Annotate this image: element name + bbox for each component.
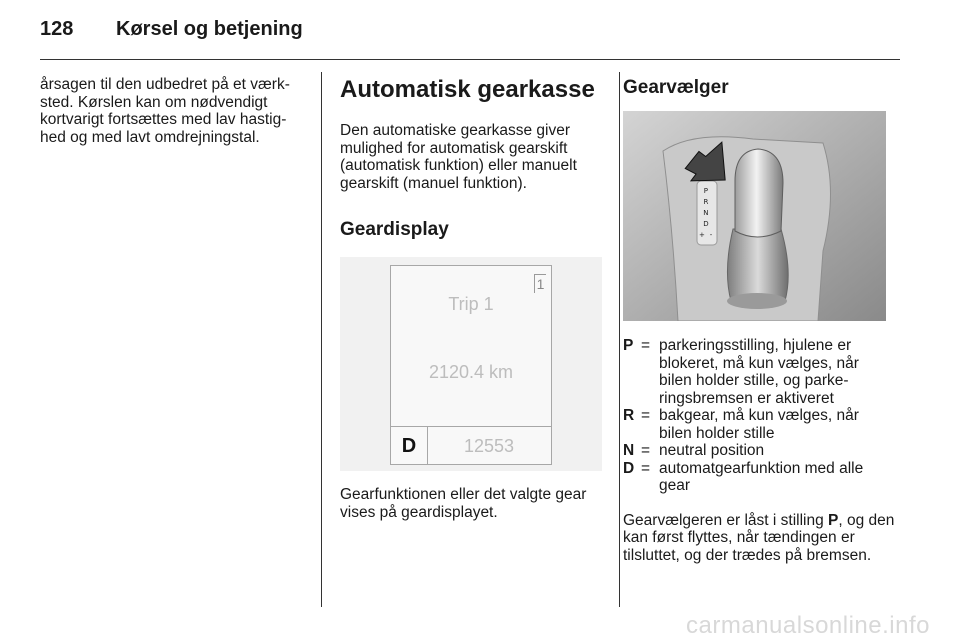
definition-equals: = bbox=[641, 459, 651, 477]
section-heading-selector: Gearvælger bbox=[623, 77, 729, 98]
display-screen bbox=[390, 265, 552, 465]
definition-row bbox=[623, 442, 903, 460]
subsection-heading: Geardisplay bbox=[340, 219, 449, 240]
column-divider bbox=[619, 72, 620, 607]
continuation-paragraph: årsagen til den udbedret på et værk-sted. Kørslen kan om nødvendigt kortvarigt fortsættes med lav hastig-hed og med lavt omdrejningstal. bbox=[40, 76, 290, 146]
lock-text-before: Gearvælgeren er låst i stilling bbox=[623, 511, 829, 529]
column-1 bbox=[40, 76, 305, 146]
boot-base bbox=[727, 293, 787, 309]
trip-label: Trip 1 bbox=[448, 294, 494, 314]
watermark: carmanualsonline.info bbox=[686, 612, 930, 639]
display-bottom-row bbox=[391, 426, 551, 465]
gear-selector-figure bbox=[623, 111, 886, 321]
definition-key: N bbox=[623, 442, 635, 459]
column-3 bbox=[623, 76, 903, 564]
definition-equals: = bbox=[641, 337, 651, 354]
odometer-value: 12553 bbox=[463, 436, 515, 456]
trip-distance: 2120.4 km bbox=[428, 362, 514, 382]
definition-key: P bbox=[623, 337, 634, 354]
page-number: 128 bbox=[40, 18, 74, 40]
gate-label-d: D bbox=[703, 220, 709, 228]
gate-label-n: N bbox=[703, 209, 709, 217]
lock-position-bold: P bbox=[828, 511, 839, 529]
definition-text: automatgearfunktion med alle gear bbox=[659, 459, 864, 494]
figure-caption: Gearfunktionen eller det valgte gear vises på geardisplayet. bbox=[340, 486, 587, 521]
definition-text: parkeringsstilling, hjulene er blokeret, må kun vælges, når bilen holder stille, og parke-ringsbremsen er aktiveret bbox=[659, 337, 859, 407]
gear-definitions bbox=[623, 337, 903, 495]
header-rule bbox=[40, 59, 900, 60]
definition-equals: = bbox=[641, 407, 651, 424]
gate-label-r: R bbox=[703, 198, 709, 206]
definition-key: D bbox=[623, 459, 635, 477]
definition-row bbox=[623, 407, 903, 442]
definition-row bbox=[623, 337, 903, 407]
gear-indicator: D bbox=[391, 427, 428, 465]
gate-label-p: P bbox=[703, 187, 708, 195]
gate-label-minus: - bbox=[709, 231, 713, 239]
column-divider bbox=[321, 72, 322, 607]
column-2 bbox=[340, 76, 605, 521]
definition-row bbox=[623, 460, 903, 495]
definition-equals: = bbox=[641, 442, 651, 459]
definition-key: R bbox=[623, 407, 635, 424]
gear-display-figure bbox=[340, 257, 602, 471]
section-heading: Automatisk gearkasse bbox=[340, 76, 595, 103]
trip-icon: 1 bbox=[534, 274, 546, 293]
lock-paragraph bbox=[623, 512, 903, 565]
gate-label-plus: + bbox=[698, 231, 705, 239]
gear-boot bbox=[727, 229, 788, 301]
lock-text-after: , og den kan først flyttes, når tændingen er tilsluttet, og der trædes på bremsen. bbox=[623, 511, 895, 564]
definition-text: neutral position bbox=[659, 442, 765, 459]
intro-paragraph: Den automatiske gearkasse giver mulighed for automatisk gearskift (automatisk funktion) eller manuelt gearskift (manuel funktion). bbox=[340, 122, 577, 192]
definition-text: bakgear, må kun vælges, når bilen holder stille bbox=[659, 407, 859, 442]
gear-knob bbox=[735, 149, 783, 237]
chapter-title: Kørsel og betjening bbox=[116, 18, 303, 40]
